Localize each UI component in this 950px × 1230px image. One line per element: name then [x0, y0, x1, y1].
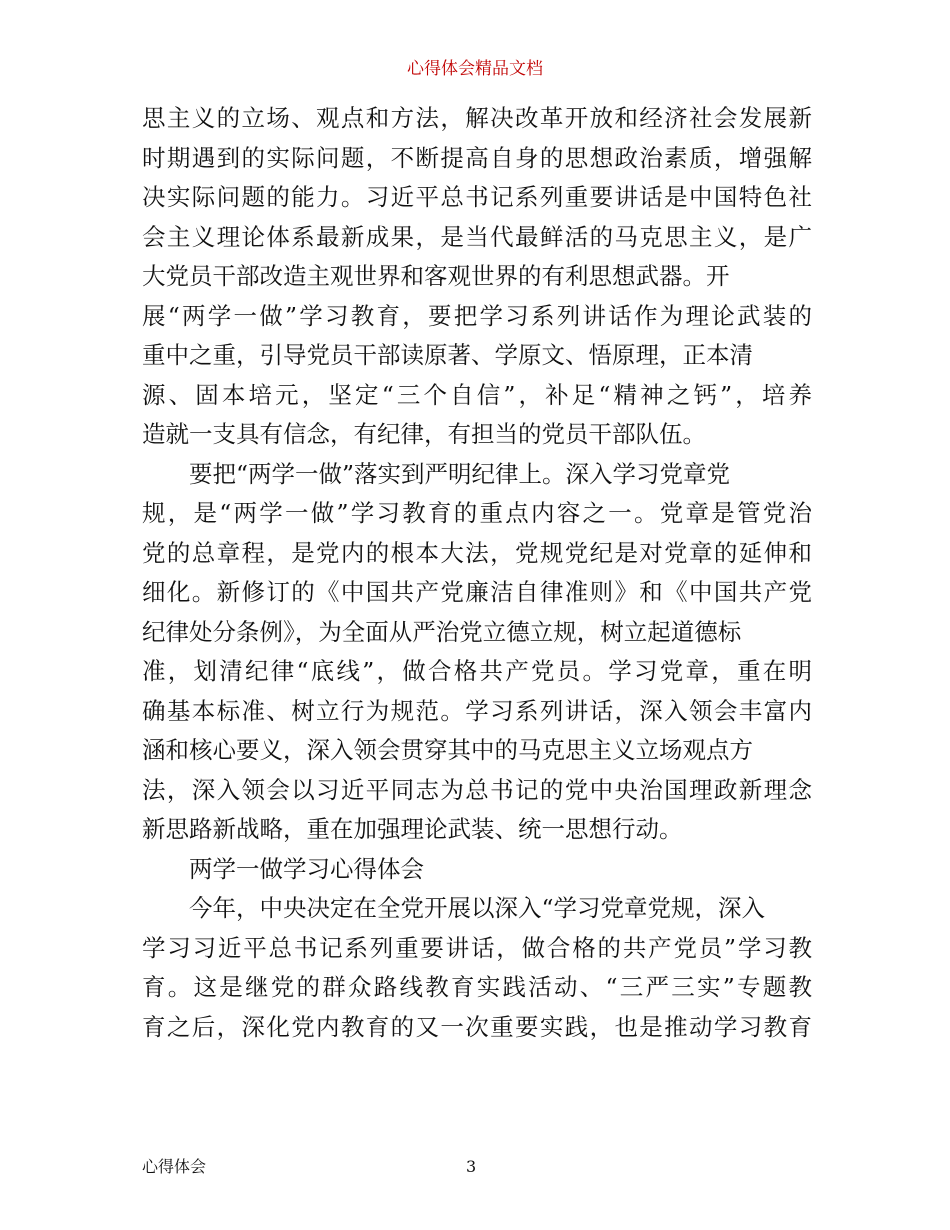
- page-number: 3: [466, 1157, 477, 1176]
- text-line: 源、固本培元，坚定“三个自信”，补足“精神之钙”，培养: [142, 380, 812, 409]
- text-line: 法，深入领会以习近平同志为总书记的党中央治国理政新理念: [142, 775, 812, 804]
- text-line: 规，是“两学一做”学习教育的重点内容之一。党章是管党治: [142, 499, 812, 527]
- text-line: 育。这是继党的群众路线教育实践活动、“三严三实”专题教: [142, 973, 812, 1001]
- paragraph-first-line: 要把“两学一做”落实到严明纪律上。深入学习党章党: [189, 459, 731, 488]
- text-line: 纪律处分条例》，为全面从严治党立德立规，树立起道德标: [142, 617, 742, 646]
- page-header-title: 心得体会精品文档: [407, 59, 543, 79]
- text-line: 准，划清纪律“底线”，做合格共产党员。学习党章，重在明: [142, 657, 812, 685]
- text-line: 时期遇到的实际问题，不断提高自身的思想政治素质，增强解: [142, 143, 812, 172]
- footer-label: 心得体会: [142, 1157, 207, 1176]
- text-line: 党的总章程，是党内的根本大法，党规党纪是对党章的延伸和: [142, 538, 812, 567]
- text-line: 大党员干部改造主观世界和客观世界的有利思想武器。开: [142, 262, 730, 290]
- text-line: 确基本标准、树立行为规范。学习系列讲话，深入领会丰富内: [142, 696, 812, 725]
- paragraph-first-line: 今年，中央决定在全党开展以深入“学习党章党规，深入: [189, 894, 766, 922]
- text-line: 新思路新战略，重在加强理论武装、统一思想行动。: [142, 815, 683, 843]
- text-line: 造就一支具有信念，有纪律，有担当的党员干部队伍。: [142, 420, 706, 448]
- text-line: 会主义理论体系最新成果，是当代最鲜活的马克思主义，是广: [142, 222, 812, 251]
- text-line: 展“两学一做”学习教育，要把学习系列讲话作为理论武装的: [142, 301, 812, 330]
- section-heading: 两学一做学习心得体会: [189, 854, 424, 883]
- text-line: 决实际问题的能力。习近平总书记系列重要讲话是中国特色社: [142, 183, 812, 211]
- text-line: 重中之重，引导党员干部读原著、学原文、悟原理，正本清: [142, 341, 753, 369]
- text-line: 学习习近平总书记系列重要讲话，做合格的共产党员”学习教: [142, 933, 812, 962]
- text-line: 细化。新修订的《中国共产党廉洁自律准则》和《中国共产党: [142, 578, 812, 606]
- text-line: 涵和核心要义，深入领会贯穿其中的马克思主义立场观点方: [142, 736, 753, 764]
- text-line: 育之后，深化党内教育的又一次重要实践，也是推动学习教育: [142, 1012, 812, 1041]
- text-line: 思主义的立场、观点和方法，解决改革开放和经济社会发展新: [142, 104, 812, 132]
- document-body: [142, 99, 812, 1047]
